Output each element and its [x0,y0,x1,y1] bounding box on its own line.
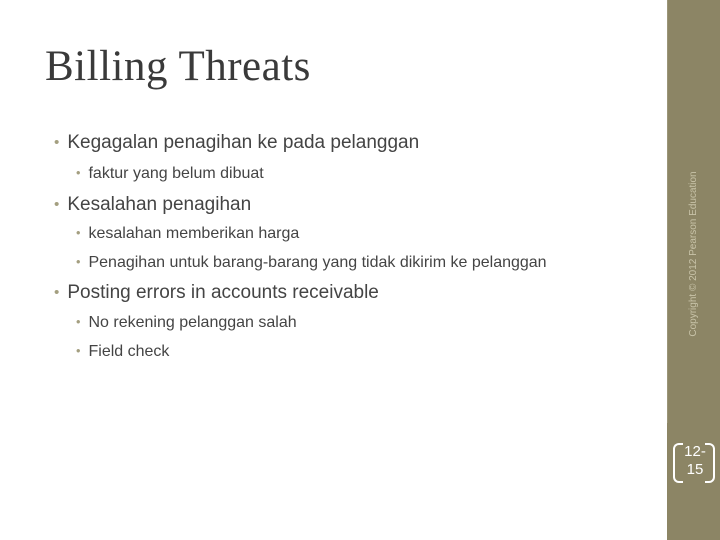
sub-bullet-text: faktur yang belum dibuat [88,165,264,182]
sub-bullet-item [76,343,169,361]
sub-bullet-item [76,165,264,183]
bullet-icon: • [76,343,81,358]
bullet-icon: • [54,134,60,151]
sub-bullet-item [76,225,299,243]
bullet-text: Posting errors in accounts receivable [67,282,379,303]
copyright-text: Copyright © 2012 Pearson Education [688,171,699,337]
bullet-icon: • [54,284,60,301]
sub-bullet-item [76,254,547,272]
sub-bullet-text: No rekening pelanggan salah [88,314,297,331]
bullet-text: Kegagalan penagihan ke pada pelanggan [67,132,420,153]
bullet-item [54,132,419,154]
slide-title: Billing Threats [45,43,311,90]
slide-number [673,440,717,482]
sub-bullet-text: Field check [88,343,170,360]
bullet-item [54,282,379,304]
bullet-icon: • [76,165,81,180]
bullet-icon: • [76,314,81,329]
slide-number-text: 12- 15 [684,443,706,478]
bullet-icon: • [76,254,81,269]
bullet-text: Kesalahan penagihan [67,194,252,215]
sidebar-copyright-area [667,0,720,423]
bullet-item [54,194,251,216]
bullet-icon: • [76,225,81,240]
bullet-icon: • [54,196,60,213]
sub-bullet-item [76,314,297,332]
sub-bullet-text: kesalahan memberikan harga [88,225,300,242]
sub-bullet-text: Penagihan untuk barang-barang yang tidak dikirim ke pelanggan [88,254,547,271]
